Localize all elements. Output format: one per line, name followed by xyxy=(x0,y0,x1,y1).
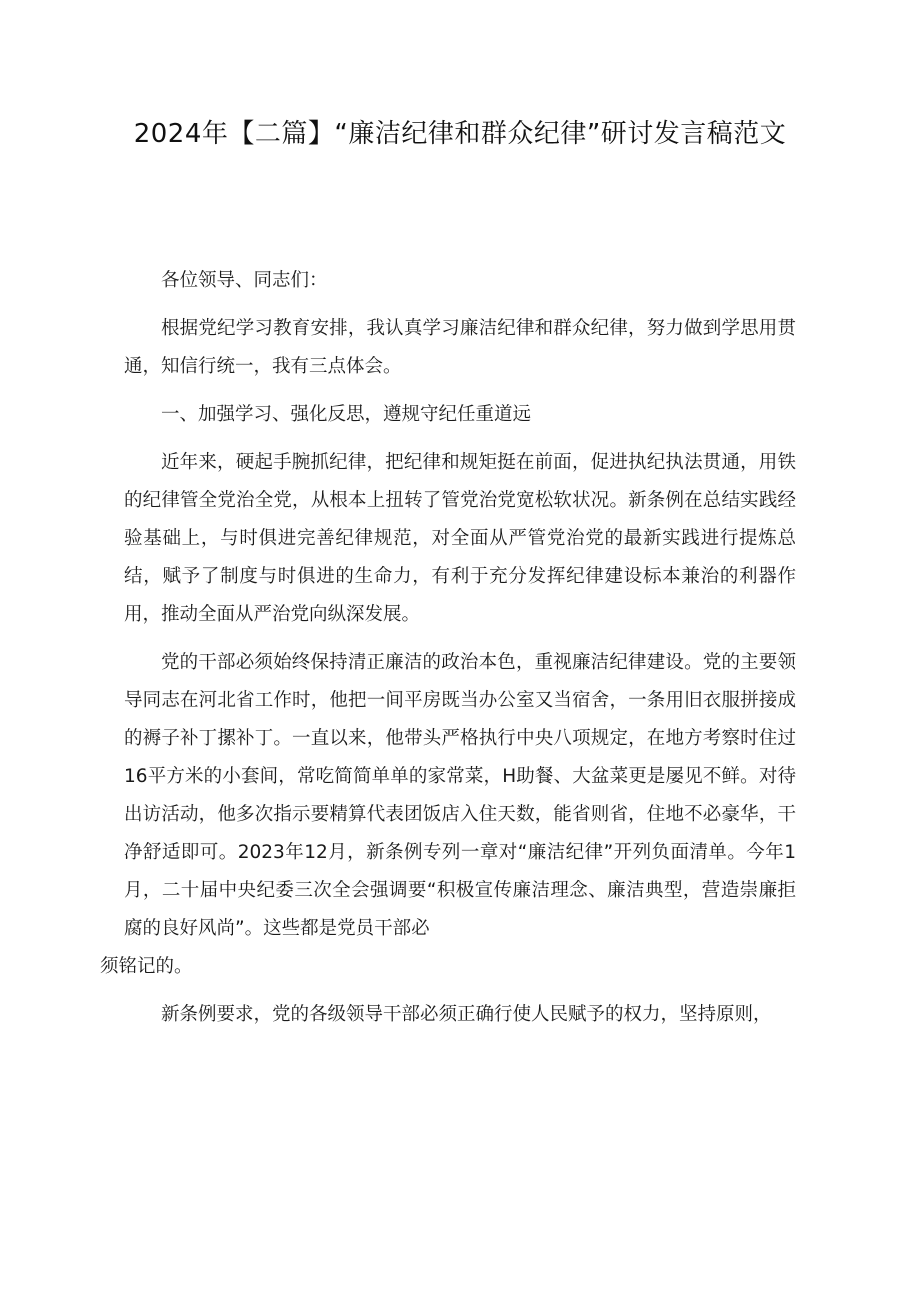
section-heading-1: 一、加强学习、强化反思，遵规守纪任重道远 xyxy=(161,404,532,425)
paragraph-discipline: 近年来，硬起手腕抓纪律，把纪律和规矩挺在前面，促进执纪执法贯通，用铁的纪律管全党治全党，从根本上扭转了管党治党宽松软状况。新条例在总结实践经验基础上，与时俱进完善纪律规范，对全面从严管党治党的最新实践进行提炼总结，赋予了制度与时俱进的生命力，有利于充分发挥纪律建设标本兼治的利器作用，推动全面从严治党向纵深发展。 xyxy=(124,452,796,625)
paragraph-intro: 根据党纪学习教育安排，我认真学习廉洁纪律和群众纪律，努力做到学思用贯通，知信行统一，我有三点体会。 xyxy=(124,318,796,377)
document-title: 2024年【二篇】“廉洁纪律和群众纪律”研讨发言稿范文 xyxy=(133,119,787,149)
paragraph-integrity-continued: 须铭记的。 xyxy=(100,956,193,977)
greeting: 各位领导、同志们： xyxy=(161,270,328,291)
paragraph-integrity: 党的干部必须始终保持清正廉洁的政治本色，重视廉洁纪律建设。党的主要领导同志在河北省工作时，他把一间平房既当办公室又当宿舍，一条用旧衣服拼接成的褥子补丁摞补丁。一直以来，他带头严格执行中央八项规定，在地方考察时住过16平方米的小套间，常吃简简单单的家常菜，H助餐、大盆菜更是屡见不鲜。对待出访活动，他多次指示要精算代表团饭店入住天数，能省则省，住地不必豪华，干净舒适即可。2023年12月，新条例专列一章对“廉洁纪律”开列负面清单。今年1月，二十届中央纪委三次全会强调要“积极宣传廉洁理念、廉洁典型，营造崇廉拒腐的良好风尚”。这些都是党员干部必 xyxy=(124,652,796,939)
paragraph-new-regulations: 新条例要求，党的各级领导干部必须正确行使人民赋予的权力，坚持原则， xyxy=(161,1004,772,1025)
document-body xyxy=(100,262,796,1044)
